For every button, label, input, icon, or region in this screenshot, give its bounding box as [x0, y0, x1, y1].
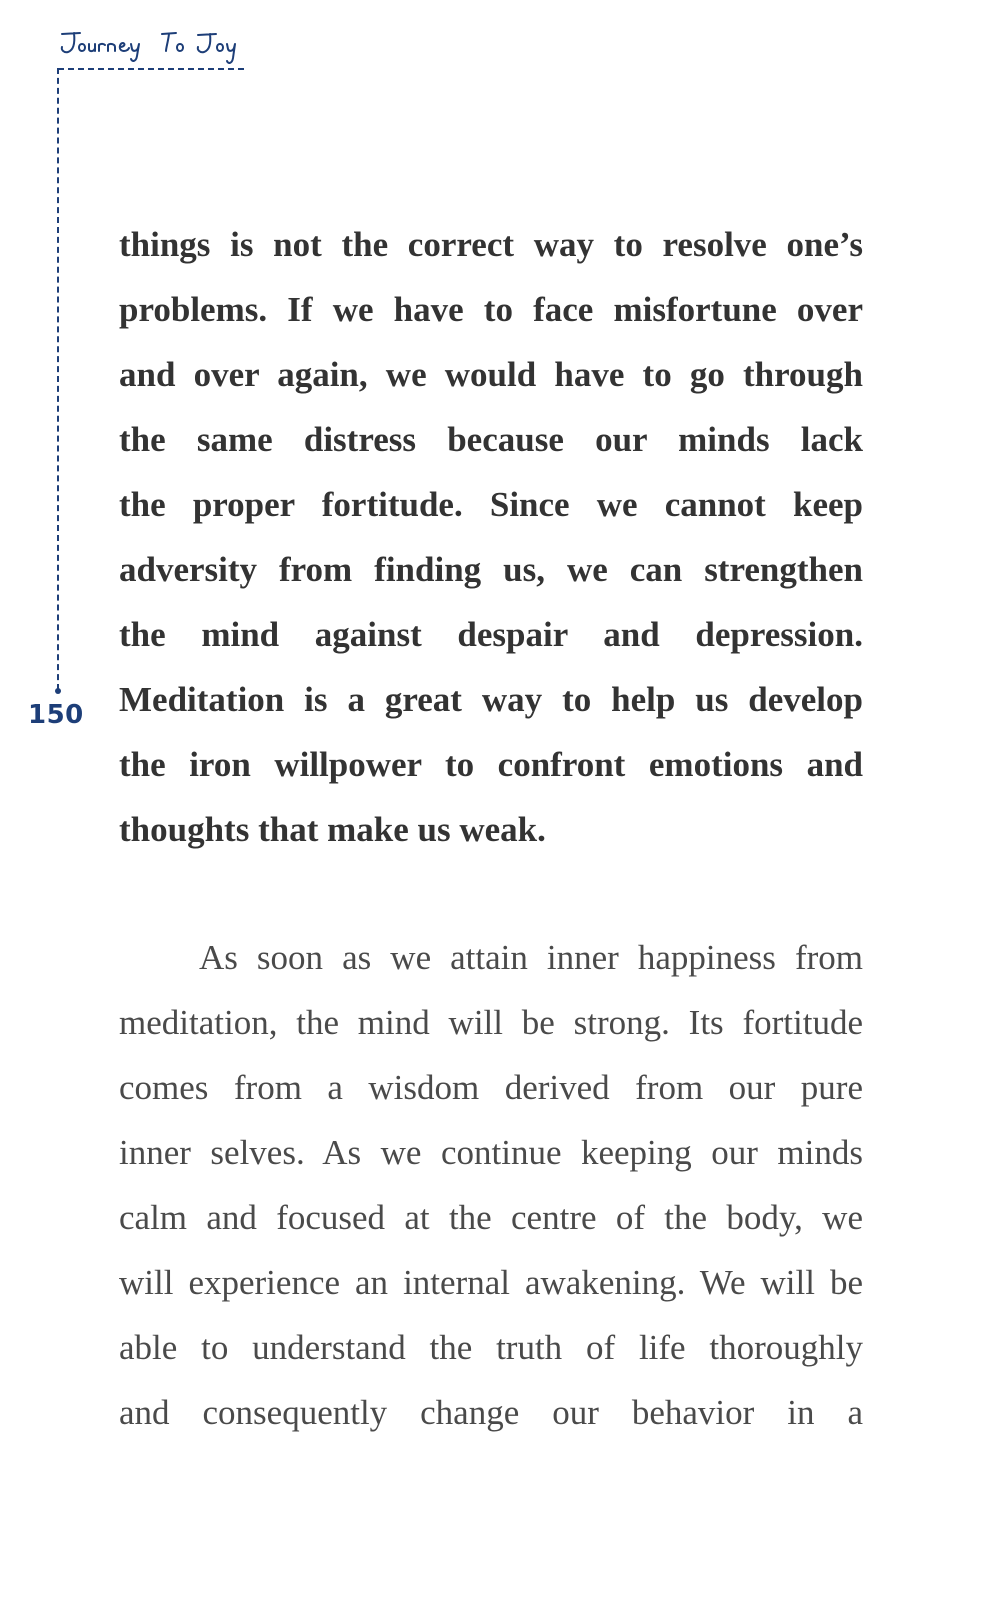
page-number-dot [55, 688, 61, 694]
page-number: 150 [28, 700, 84, 730]
paragraph-line: thoughts that make us weak. [119, 810, 546, 849]
paragraph-line: adversity from finding us, we can strengthen [119, 550, 863, 589]
paragraph-line: will experience an internal awakening. We will be [119, 1263, 863, 1302]
paragraph-line: able to understand the truth of life thoroughly [119, 1328, 863, 1367]
paragraph-line: and consequently change our behavior in a [119, 1393, 863, 1432]
paragraph-line: the same distress because our minds lack [119, 420, 863, 459]
paragraph-line: problems. If we have to face misfortune over [119, 290, 863, 329]
paragraph-line: the mind against despair and depression. [119, 615, 863, 654]
regular-paragraph [119, 925, 863, 1445]
running-header-title [58, 24, 258, 74]
bold-paragraph [119, 212, 863, 862]
paragraph-line: the proper fortitude. Since we cannot keep [119, 485, 863, 524]
paragraph-line: the iron willpower to confront emotions and [119, 745, 863, 784]
handwritten-title-logo [58, 24, 258, 74]
paragraph-line: Meditation is a great way to help us develop [119, 680, 863, 719]
paragraph-line: inner selves. As we continue keeping our minds [119, 1133, 863, 1172]
paragraph-line: calm and focused at the centre of the body, we [119, 1198, 863, 1237]
paragraph-line: comes from a wisdom derived from our pure [119, 1068, 863, 1107]
margin-dashed-rule [57, 68, 59, 690]
header-dashed-rule [58, 68, 244, 70]
paragraph-line: As soon as we attain inner happiness from [199, 938, 863, 977]
paragraph-line: things is not the correct way to resolve one’s [119, 225, 863, 264]
paragraph-line: meditation, the mind will be strong. Its fortitude [119, 1003, 863, 1042]
paragraph-line: and over again, we would have to go through [119, 355, 863, 394]
